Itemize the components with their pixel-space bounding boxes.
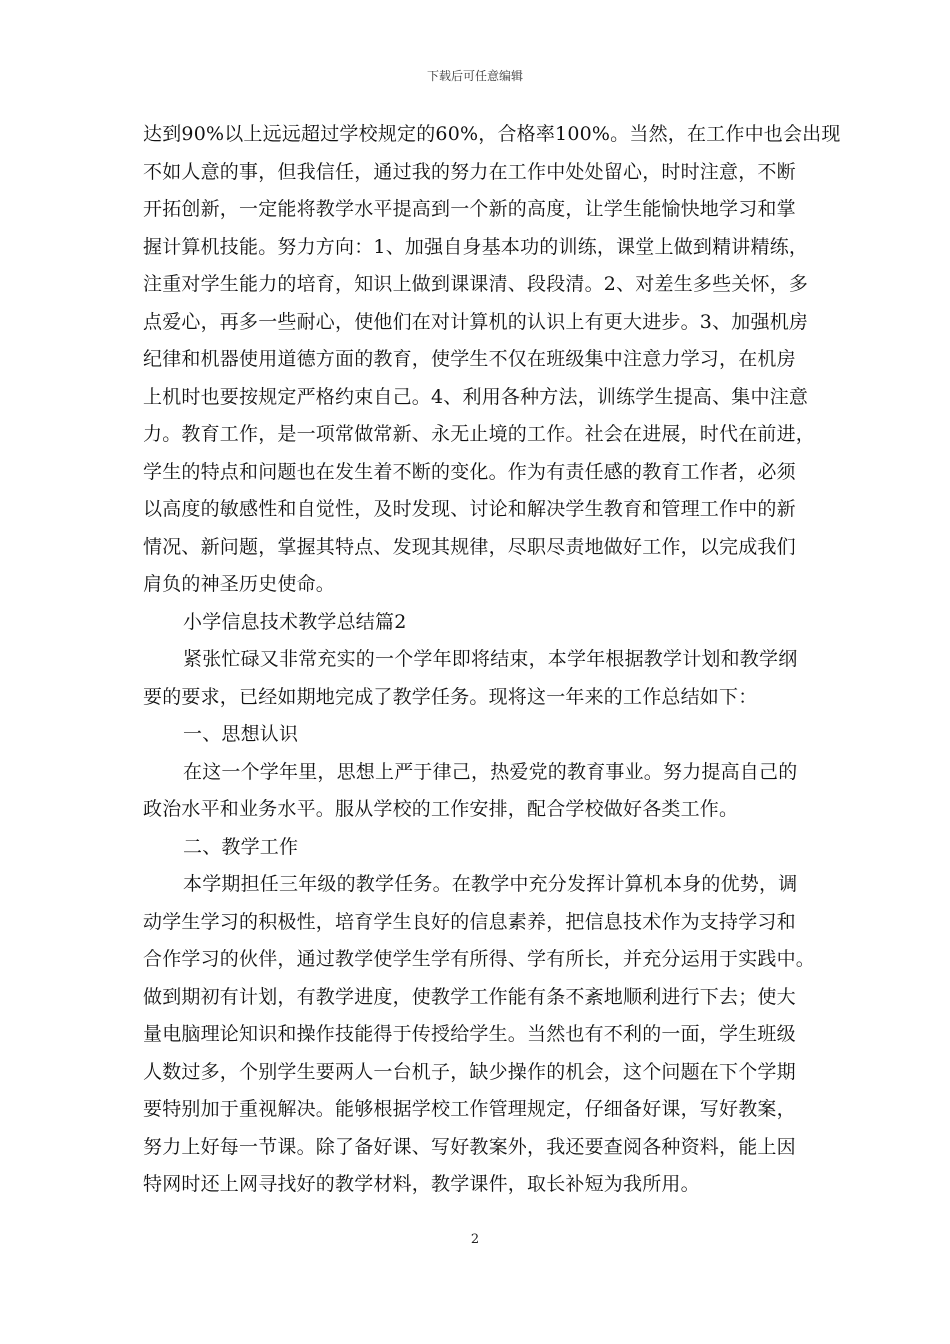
text-line: 达到90%以上远远超过学校规定的60%，合格率100%。当然，在工作中也会出现	[143, 123, 841, 145]
text-line: 本学期担任三年级的教学任务。在教学中充分发挥计算机本身的优势，调	[183, 873, 798, 895]
text-line: 点爱心，再多一些耐心，使他们在对计算机的认识上有更大进步。3、加强机房	[143, 310, 809, 333]
text-line: 做到期初有计划，有教学进度，使教学工作能有条不紊地顺利进行下去；使大	[143, 985, 796, 1008]
text-line: 努力上好每一节课。除了备好课、写好教案外，我还要查阅各种资料，能上因	[143, 1135, 796, 1158]
text-line: 握计算机技能。努力方向：1、加强自身基本功的训练，课堂上做到精讲精练，	[143, 235, 809, 258]
text-line: 要特别加于重视解决。能够根据学校工作管理规定，仔细备好课，写好教案，	[143, 1098, 796, 1120]
page-header: 下载后可任意编辑	[426, 69, 523, 83]
text-line: 以高度的敏感性和自觉性，及时发现、讨论和解决学生教育和管理工作中的新	[143, 498, 796, 520]
text-line: 合作学习的伙伴，通过教学使学生学有所得、学有所长，并充分运用于实践中。	[143, 948, 816, 970]
text-line: 开拓创新，一定能将教学水平提高到一个新的高度，让学生能愉快地学习和掌	[143, 198, 796, 220]
text-line: 小学信息技术教学总结篇2	[183, 610, 407, 633]
text-line: 特网时还上网寻找好的教学材料，教学课件，取长补短为我所用。	[143, 1173, 700, 1195]
text-line: 上机时也要按规定严格约束自己。4、利用各种方法，训练学生提高、集中注意	[143, 385, 809, 408]
text-line: 在这一个学年里，思想上严于律己，热爱党的教育事业。努力提高自己的	[183, 760, 798, 783]
text-line: 人数过多，个别学生要两人一台机子，缺少操作的机会，这个问题在下个学期	[143, 1060, 796, 1083]
document-body	[143, 116, 841, 1204]
text-line: 肩负的神圣历史使命。	[143, 573, 336, 595]
text-line: 量电脑理论知识和操作技能得于传授给学生。当然也有不利的一面，学生班级	[143, 1023, 796, 1045]
text-line: 紧张忙碌又非常充实的一个学年即将结束，本学年根据教学计划和教学纲	[183, 648, 798, 670]
page-number: 2	[470, 1232, 480, 1247]
text-line: 力。教育工作，是一项常做常新、永无止境的工作。社会在进展，时代在前进，	[143, 423, 816, 445]
text-line: 一、思想认识	[183, 723, 299, 745]
text-line: 要的要求，已经如期地完成了教学任务。现将这一年来的工作总结如下：	[143, 685, 758, 708]
text-line: 政治水平和业务水平。服从学校的工作安排，配合学校做好各类工作。	[143, 798, 739, 820]
text-line: 学生的特点和问题也在发生着不断的变化。作为有责任感的教育工作者，必须	[143, 460, 796, 483]
text-line: 情况、新问题，掌握其特点、发现其规律，尽职尽责地做好工作，以完成我们	[143, 535, 796, 558]
text-line: 动学生学习的积极性，培育学生良好的信息素养，把信息技术作为支持学习和	[143, 910, 796, 933]
text-line: 不如人意的事，但我信任，通过我的努力在工作中处处留心，时时注意，不断	[143, 160, 796, 183]
text-line: 二、教学工作	[183, 835, 299, 858]
text-line: 注重对学生能力的培育，知识上做到课课清、段段清。2、对差生多些关怀，多	[143, 273, 809, 295]
text-line: 纪律和机器使用道德方面的教育，使学生不仅在班级集中注意力学习，在机房	[143, 348, 796, 370]
